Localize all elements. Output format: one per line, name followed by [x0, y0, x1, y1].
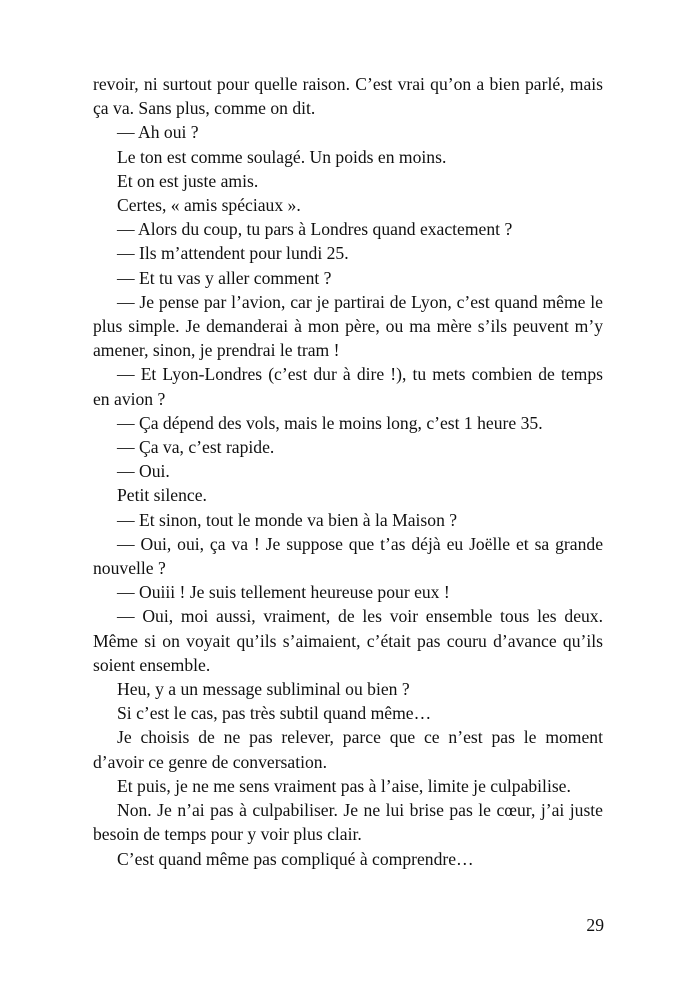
paragraph: Petit silence. [117, 485, 207, 506]
paragraph: Et puis, je ne me sens vraiment pas à l’aise, limite je culpabilise. [117, 775, 571, 796]
paragraph: — Oui, moi aussi, vraiment, de les voir ensemble tous les deux. Même si on voyait qu’ils s’aimaient, c’était pas couru d’avance qu’ils soient ensemble. [93, 606, 603, 675]
paragraph: revoir, ni surtout pour quelle raison. C’est vrai qu’on a bien parlé, mais ça va. Sans plus, comme on dit. [93, 74, 603, 119]
body-text [93, 72, 603, 871]
paragraph: — Je pense par l’avion, car je partirai de Lyon, c’est quand même le plus simple. Je demanderai à mon père, ou ma mère s’ils peuvent m’y amener, sinon, je prendrai le tram ! [93, 291, 603, 361]
paragraph: — Et sinon, tout le monde va bien à la Maison ? [117, 509, 458, 530]
paragraph: Et on est juste amis. [117, 170, 259, 191]
paragraph: Heu, y a un message subliminal ou bien ? [117, 679, 410, 700]
paragraph: — Oui, oui, ça va ! Je suppose que t’as déjà eu Joëlle et sa grande nouvelle ? [93, 533, 603, 579]
paragraph: — Oui. [117, 461, 170, 482]
paragraph: — Ils m’attendent pour lundi 25. [117, 243, 349, 264]
paragraph: — Et Lyon-Londres (c’est dur à dire !), tu mets combien de temps en avion ? [93, 364, 603, 409]
paragraph: Non. Je n’ai pas à culpabiliser. Je ne lui brise pas le cœur, j’ai juste besoin de temps pour y voir plus clair. [93, 800, 603, 845]
paragraph: — Ah oui ? [117, 122, 199, 143]
paragraph: Le ton est comme soulagé. Un poids en moins. [117, 146, 447, 167]
paragraph: — Ça va, c’est rapide. [117, 437, 275, 458]
paragraph: Si c’est le cas, pas très subtil quand même… [117, 703, 432, 724]
paragraph: Je choisis de ne pas relever, parce que ce n’est pas le moment d’avoir ce genre de conversation. [93, 727, 603, 772]
paragraph: — Ouiii ! Je suis tellement heureuse pour eux ! [117, 582, 450, 603]
paragraph: Certes, « amis spéciaux ». [117, 195, 301, 216]
paragraph: C’est quand même pas compliqué à comprendre… [117, 848, 474, 869]
paragraph: — Et tu vas y aller comment ? [117, 267, 332, 288]
page-number: 29 [586, 915, 604, 935]
paragraph: — Ça dépend des vols, mais le moins long, c’est 1 heure 35. [117, 412, 543, 433]
paragraph: — Alors du coup, tu pars à Londres quand exactement ? [117, 219, 513, 240]
